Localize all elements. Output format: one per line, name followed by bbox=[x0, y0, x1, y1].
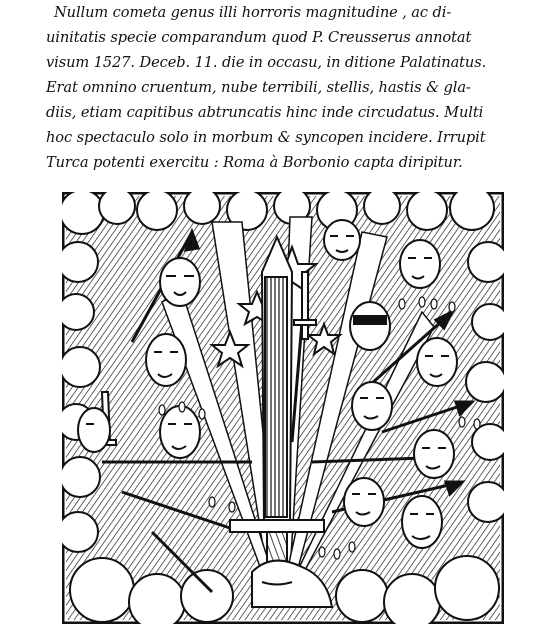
head-icon bbox=[78, 408, 110, 452]
comet-woodcut-illustration bbox=[62, 192, 504, 624]
head-icon bbox=[324, 220, 360, 260]
head-icon bbox=[160, 406, 200, 458]
head-icon bbox=[414, 430, 454, 478]
text-line: hoc spectaculo solo in morbum & syncopen incidere. Irrupit bbox=[46, 129, 486, 146]
head-icon bbox=[402, 496, 442, 548]
text-line: diis, etiam capitibus abtruncatis hinc inde circudatus. Multi bbox=[46, 104, 484, 121]
text-line: Erat omnino cruentum, nube terribili, stellis, hastis & gla- bbox=[46, 79, 471, 96]
head-icon bbox=[160, 258, 200, 306]
head-icon bbox=[146, 334, 186, 386]
head-icon bbox=[344, 478, 384, 526]
text-line: Turca potenti exercitu : Roma à Borbonio capta diripitur. bbox=[46, 154, 463, 171]
head-icon bbox=[417, 338, 457, 386]
text-line: visum 1527. Deceb. 11. die in occasu, in ditione Palatinatus. bbox=[46, 54, 487, 71]
head-icon bbox=[400, 240, 440, 288]
paragraph-text bbox=[46, 0, 532, 175]
text-line: uinitatis specie comparandum quod P. Creusserus annotat bbox=[46, 29, 472, 46]
text-line: Nullum cometa genus illi horroris magnitudine , ac di- bbox=[54, 4, 452, 21]
head-icon bbox=[352, 382, 392, 430]
head-icon bbox=[350, 302, 390, 350]
